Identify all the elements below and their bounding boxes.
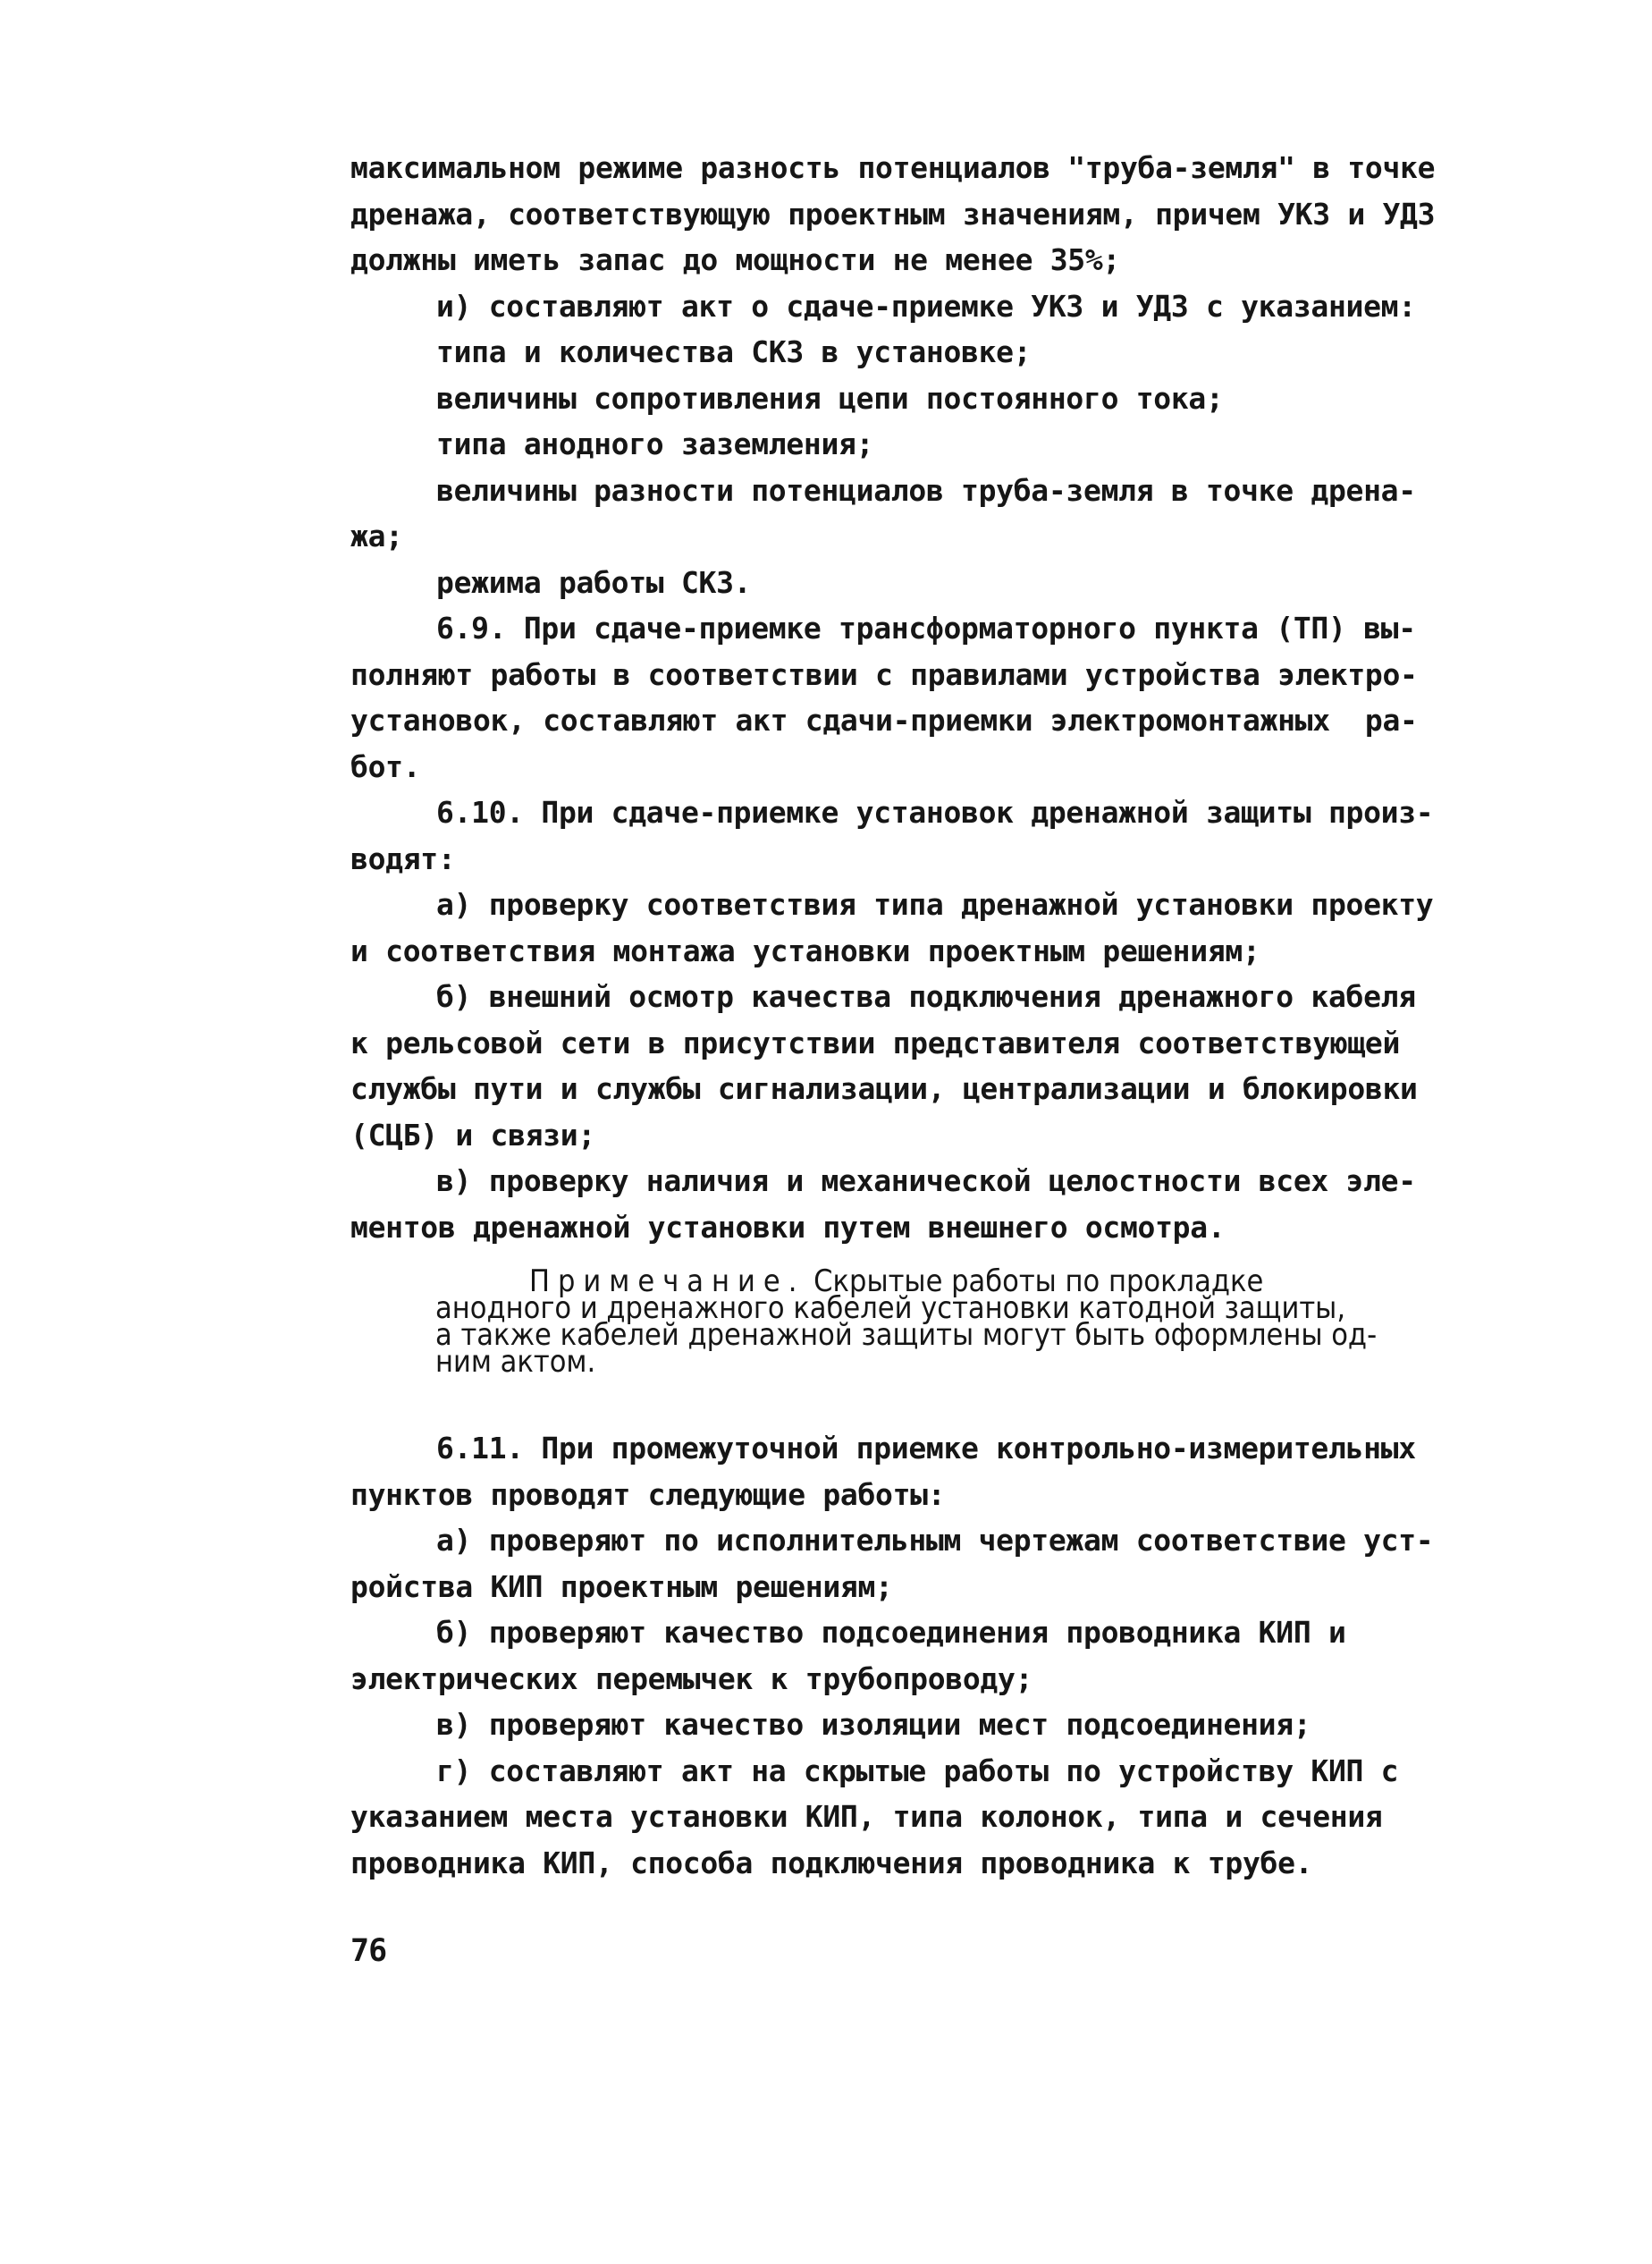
list-item-a: а) проверку соответствия типа дренажной установки проекту [436, 887, 1434, 922]
note-block [435, 1263, 1508, 1380]
page-number: 76 [350, 1933, 387, 1969]
section-6-9-heading: 6.9. При сдаче-приемке трансформаторного пункта (ТП) вы- [436, 611, 1416, 646]
note-line: а также кабелей дренажной защиты могут быть оформлены од- [435, 1317, 1378, 1353]
text-line: установок, составляют акт сдачи-приемки электромонтажных ра- [350, 703, 1418, 738]
text-line: полняют работы в соответствии с правилами устройства электро- [350, 656, 1418, 692]
note-text: Скрытые работы по прокладке [813, 1263, 1264, 1299]
text-line: и соответствия монтажа установки проектным решениям; [350, 933, 1260, 968]
section-6-10-heading: 6.10. При сдаче-приемке установок дренажной защиты произ- [436, 795, 1434, 830]
note-line: ним актом. [435, 1344, 596, 1380]
text-line: ментов дренажной установки путем внешнего осмотра. [350, 1209, 1226, 1245]
text-line: ройства КИП проектным решениям; [350, 1568, 893, 1604]
text-line: проводника КИП, способа подключения проводника к трубе. [350, 1845, 1313, 1880]
text-line: водят: [350, 841, 456, 876]
text-line: дренажа, соответствующую проектным значениям, причем УКЗ и УДЗ [350, 196, 1436, 232]
note-line: анодного и дренажного кабелей установки катодной защиты, [435, 1290, 1346, 1326]
main-text-block [350, 145, 1513, 1250]
list-subitem: величины разности потенциалов труба-земля в точке дрена- [436, 472, 1416, 508]
list-item-b: б) внешний осмотр качества подключения дренажного кабеля [436, 979, 1416, 1014]
list-subitem: режима работы СКЗ. [436, 564, 752, 600]
section-6-11-block [350, 1425, 1513, 1886]
note-label: Примечание. [529, 1263, 805, 1299]
list-subitem: типа и количества СКЗ в установке; [436, 334, 1032, 369]
text-line: к рельсовой сети в присутствии представителя соответствующей [350, 1025, 1401, 1060]
list-subitem: типа анодного заземления; [436, 427, 874, 461]
list-item-a: а) проверяют по исполнительным чертежам соответствие уст- [436, 1523, 1434, 1558]
text-line: жа; [350, 519, 403, 553]
text-line: максимальном режиме разность потенциалов "труба-земля" в точке [350, 150, 1436, 185]
list-subitem: величины сопротивления цепи постоянного тока; [436, 380, 1224, 416]
text-line: должны иметь запас до мощности не менее 35%; [350, 242, 1120, 277]
text-line: пунктов проводят следующие работы: [350, 1476, 946, 1512]
text-line: бот. [350, 748, 421, 784]
text-line: службы пути и службы сигнализации, централизации и блокировки [350, 1071, 1418, 1106]
list-item-i: и) составляют акт о сдаче-приемке УКЗ и УДЗ с указанием: [436, 288, 1416, 324]
section-6-11-heading: 6.11. При промежуточной приемке контрольно-измерительных [436, 1431, 1416, 1466]
text-line: электрических перемычек к трубопроводу; [350, 1660, 1033, 1696]
list-item-g: г) составляют акт на скрытые работы по устройству КИП с [436, 1753, 1399, 1788]
list-item-b: б) проверяют качество подсоединения проводника КИП и [436, 1615, 1346, 1650]
text-line: (СЦБ) и связи; [350, 1117, 595, 1153]
text-line: указанием места установки КИП, типа колонок, типа и сечения [350, 1799, 1383, 1834]
list-item-v: в) проверку наличия и механической целостности всех эле- [436, 1163, 1416, 1198]
list-item-v: в) проверяют качество изоляции мест подсоединения; [436, 1707, 1311, 1742]
